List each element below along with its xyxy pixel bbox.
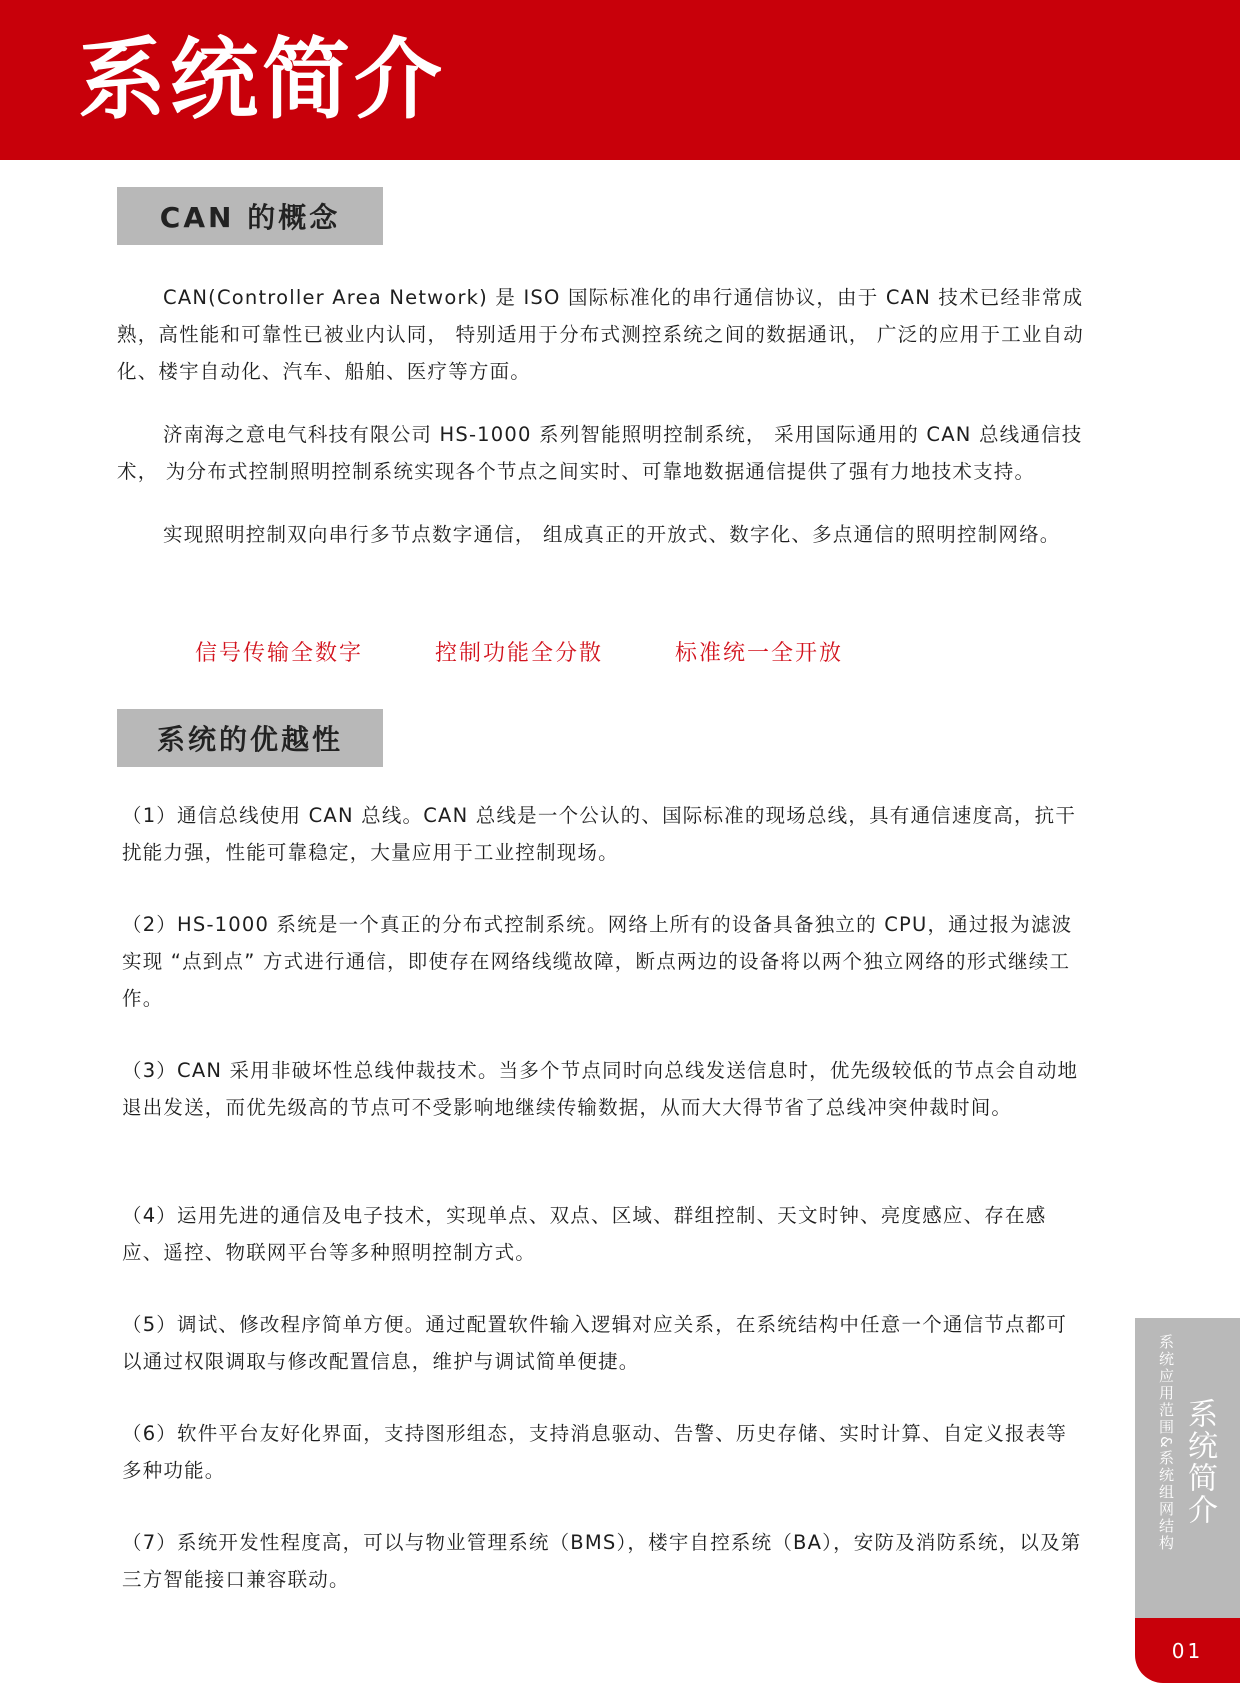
section-heading-advantages: 系统的优越性 xyxy=(117,709,383,767)
page-title: 系统简介 xyxy=(78,28,447,131)
advantage-item-7: （7）系统开发性程度高，可以与物业管理系统（BMS），楼宇自控系统（BA），安防及消防系统，以及第三方智能接口兼容联动。 xyxy=(122,1531,1082,1591)
side-tab-title: 系统简介 xyxy=(1182,1398,1217,1526)
advantage-item-1: （1）通信总线使用 CAN 总线。CAN 总线是一个公认的、国际标准的现场总线，具有通信速度高，抗干扰能力强，性能可靠稳定，大量应用于工业控制现场。 xyxy=(122,804,1077,864)
company-paragraph: 济南海之意电气科技有限公司 HS-1000 系列智能照明控制系统， 采用国际通用的 CAN 总线通信技术， 为分布式控制照明控制系统实现各个节点之间实时、可靠地数据通信提供了强有力地技术支持。 xyxy=(117,423,1083,483)
advantage-item-6: （6）软件平台友好化界面，支持图形组态，支持消息驱动、告警、历史存储、实时计算、自定义报表等多种功能。 xyxy=(122,1422,1068,1482)
highlight-open: 标准统一全开放 xyxy=(675,641,844,666)
highlight-distributed: 控制功能全分散 xyxy=(435,641,604,666)
side-tab-subtitle: 系统应用范围&系统组网结构 xyxy=(1157,1334,1175,1552)
highlight-digital: 信号传输全数字 xyxy=(195,641,364,666)
advantage-item-5: （5）调试、修改程序简单方便。通过配置软件输入逻辑对应关系，在系统结构中任意一个通信节点都可以通过权限调取与修改配置信息，维护与调试简单便捷。 xyxy=(122,1313,1068,1373)
advantage-item-2: （2）HS-1000 系统是一个真正的分布式控制系统。网络上所有的设备具备独立的 CPU，通过报为滤波实现 “点到点” 方式进行通信，即使存在网络线缆故障，断点两边的设备将以两个独立网络的形式继续工作。 xyxy=(122,913,1073,1010)
section-heading-can-concept: CAN 的概念 xyxy=(117,187,383,245)
page-number: 01 xyxy=(1135,1618,1240,1683)
advantage-item-4: （4）运用先进的通信及电子技术，实现单点、双点、区域、群组控制、天文时钟、亮度感应、存在感应、遥控、物联网平台等多种照明控制方式。 xyxy=(122,1204,1047,1264)
intro-paragraph: CAN(Controller Area Network) 是 ISO 国际标准化的串行通信协议，由于 CAN 技术已经非常成熟，高性能和可靠性已被业内认同， 特别适用于分布式测控系统之间的数据通讯， 广泛的应用于工业自动化、楼宇自动化、汽车、船舶、医疗等方面。 xyxy=(117,286,1084,383)
network-paragraph: 实现照明控制双向串行多节点数字通信， 组成真正的开放式、数字化、多点通信的照明控制网络。 xyxy=(163,523,1061,546)
advantage-item-3: （3）CAN 采用非破坏性总线仲裁技术。当多个节点同时向总线发送信息时，优先级较低的节点会自动地退出发送，而优先级高的节点可不受影响地继续传输数据，从而大大得节省了总线冲突仲裁时间。 xyxy=(122,1059,1079,1119)
